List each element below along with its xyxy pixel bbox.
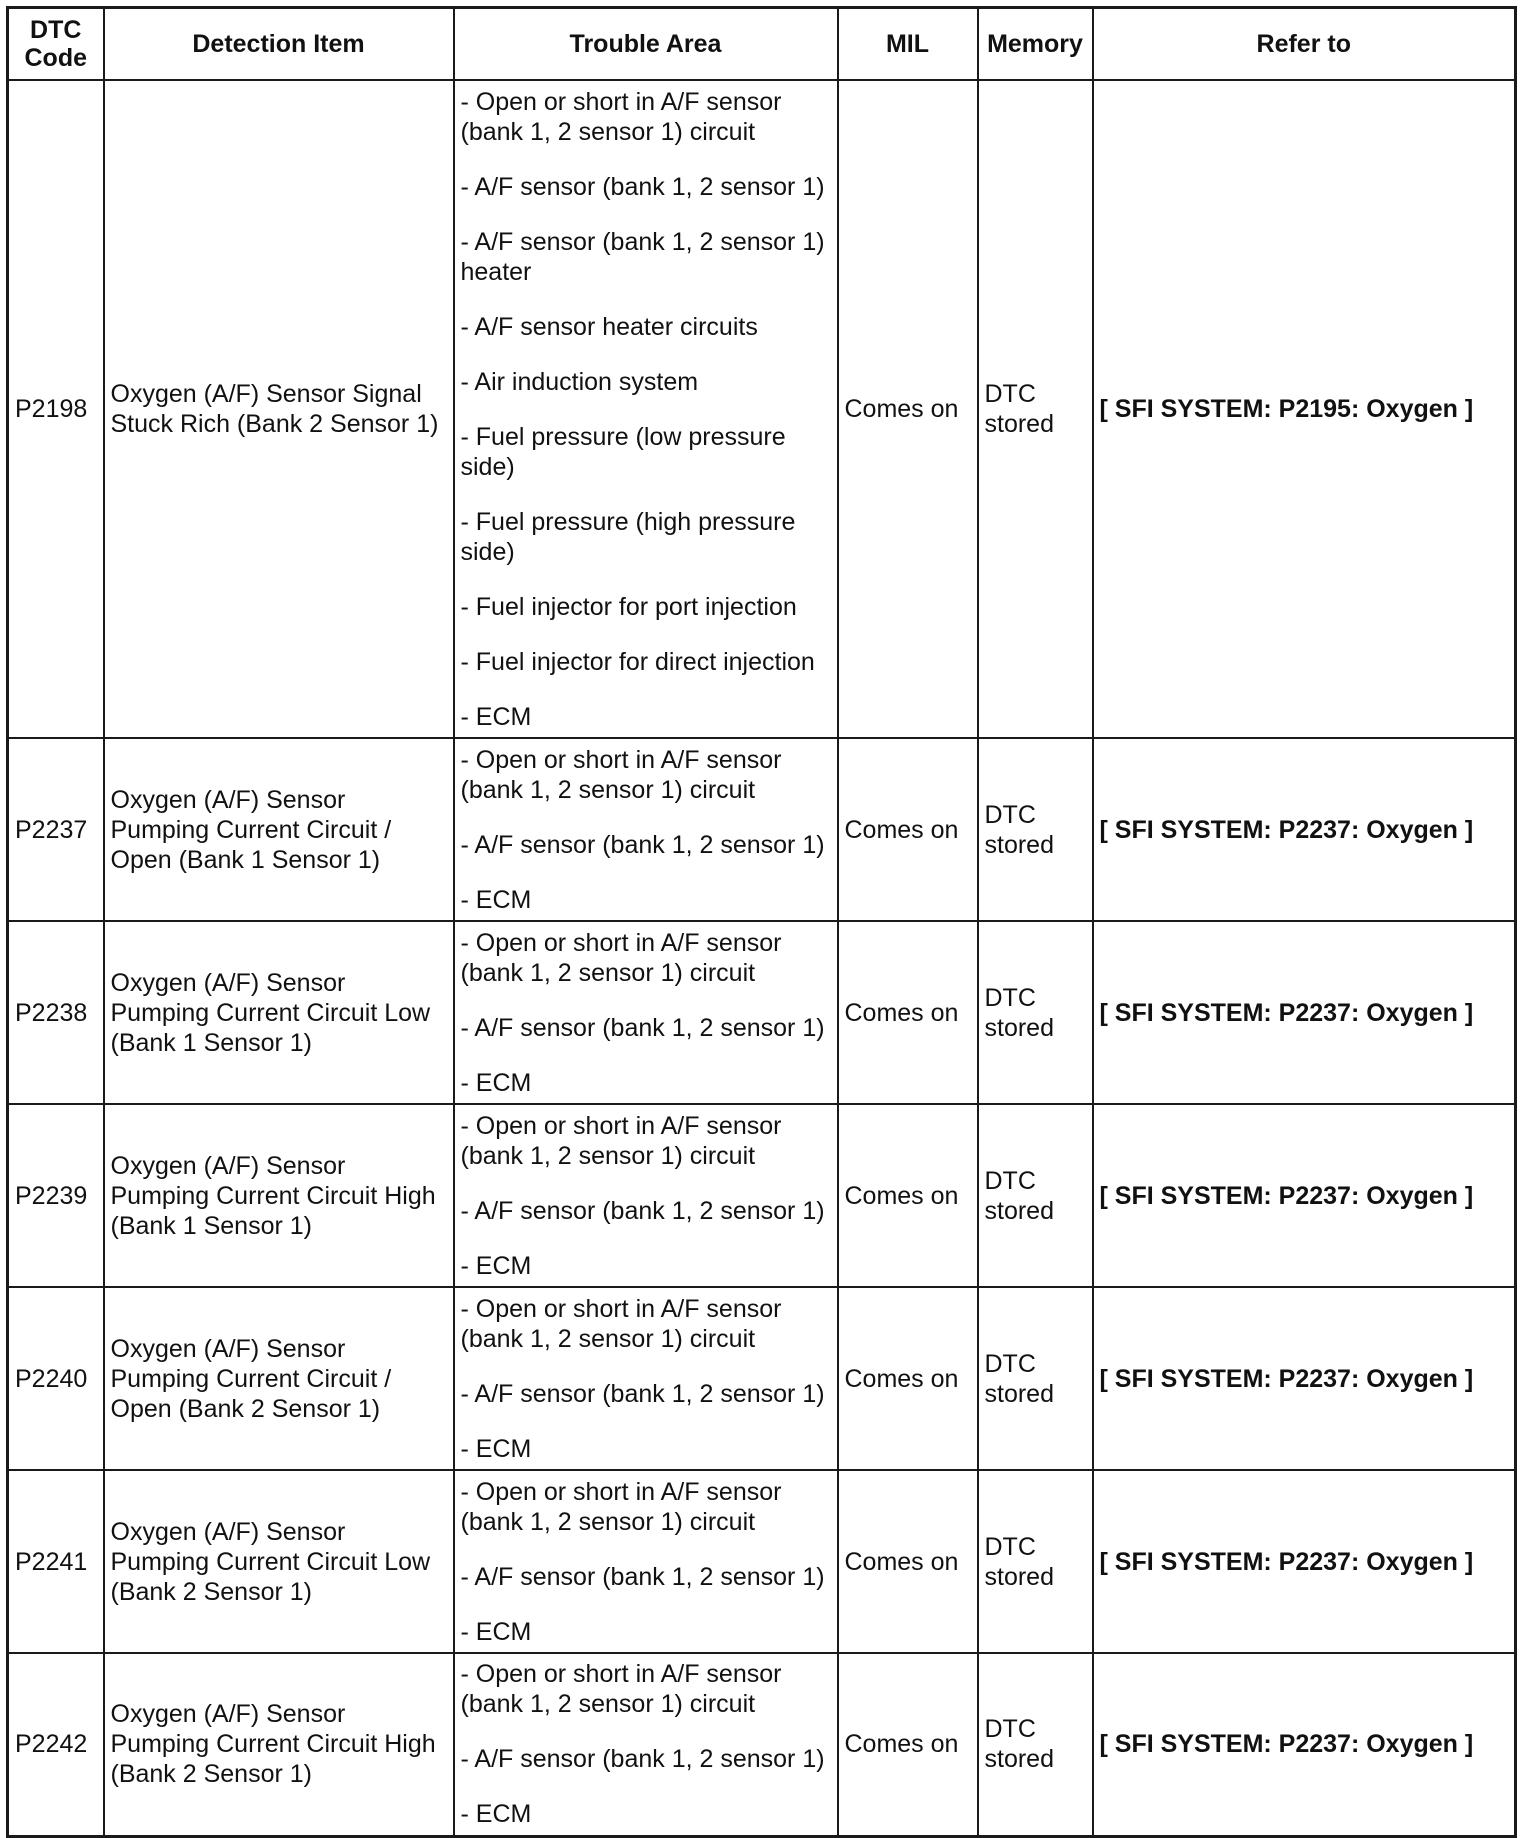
memory-line: stored: [984, 1379, 1054, 1408]
memory-line: DTC: [984, 1349, 1036, 1378]
detection-item-line: Pumping Current Circuit High: [110, 1181, 436, 1210]
trouble-area-item: [461, 172, 831, 202]
refer-to-cell: [1093, 738, 1516, 921]
memory-line: DTC: [984, 1715, 1036, 1744]
trouble-area-line: - ECM: [460, 1800, 532, 1829]
mil-cell: Comes on: [838, 1104, 978, 1287]
refer-to-cell: [1093, 1470, 1516, 1653]
detection-item-line: Open (Bank 1 Sensor 1): [110, 845, 381, 874]
trouble-area-item: [461, 1111, 831, 1171]
trouble-area-line: - A/F sensor (bank 1, 2 sensor 1): [460, 1196, 825, 1225]
memory-line: DTC: [984, 983, 1036, 1012]
detection-item-cell: [104, 1470, 454, 1653]
trouble-area-line: - A/F sensor (bank 1, 2 sensor 1): [460, 830, 825, 859]
refer-to-link[interactable]: [ SFI SYSTEM: P2237: Oxygen ]: [1099, 1364, 1474, 1393]
trouble-area-line: - A/F sensor (bank 1, 2 sensor 1): [460, 172, 825, 201]
trouble-area-line: - A/F sensor (bank 1, 2 sensor 1): [460, 1562, 825, 1591]
trouble-area-line: - A/F sensor (bank 1, 2 sensor 1): [460, 227, 825, 256]
trouble-area-item: [461, 227, 831, 287]
memory-cell: [978, 1104, 1093, 1287]
refer-to-cell: [1093, 80, 1516, 738]
memory-cell: [978, 1287, 1093, 1470]
table-row: [8, 1653, 1516, 1836]
detection-item-line: (Bank 1 Sensor 1): [110, 1211, 312, 1240]
detection-item-line: Oxygen (A/F) Sensor: [110, 785, 346, 814]
trouble-area-item: [461, 1196, 831, 1226]
trouble-area-line: - Open or short in A/F sensor: [460, 87, 782, 116]
trouble-area-line: side): [460, 537, 515, 566]
refer-to-link[interactable]: [ SFI SYSTEM: P2237: Oxygen ]: [1099, 1547, 1474, 1576]
detection-item-line: Oxygen (A/F) Sensor: [110, 1517, 346, 1546]
dtc-code-cell: P2237: [8, 738, 104, 921]
trouble-area-item: [461, 367, 831, 397]
detection-item-line: Oxygen (A/F) Sensor Signal: [110, 380, 422, 408]
trouble-area-item: [461, 507, 831, 567]
table-row: [8, 921, 1516, 1104]
memory-line: stored: [984, 1013, 1054, 1042]
trouble-area-line: - A/F sensor (bank 1, 2 sensor 1): [460, 1379, 825, 1408]
memory-line: stored: [984, 1196, 1054, 1225]
mil-cell: Comes on: [838, 921, 978, 1104]
trouble-area-line: - ECM: [460, 702, 532, 731]
trouble-area-line: - ECM: [460, 1434, 532, 1463]
trouble-area-item: [461, 87, 831, 147]
trouble-area-item: [461, 1379, 831, 1409]
detection-item-cell: [104, 1104, 454, 1287]
header-dtc-code: [8, 8, 104, 81]
detection-item-line: Oxygen (A/F) Sensor: [110, 1700, 346, 1729]
detection-item-line: Pumping Current Circuit Low: [110, 998, 431, 1027]
dtc-code-cell: P2238: [8, 921, 104, 1104]
trouble-area-item: [461, 647, 831, 677]
trouble-area-line: - ECM: [460, 885, 532, 914]
trouble-area-line: - A/F sensor heater circuits: [460, 312, 758, 341]
detection-item-line: Open (Bank 2 Sensor 1): [110, 1394, 381, 1423]
trouble-area-cell: [454, 921, 838, 1104]
detection-item-cell: [104, 921, 454, 1104]
trouble-area-line: heater: [460, 257, 532, 286]
table-row: [8, 1287, 1516, 1470]
detection-item-line: Oxygen (A/F) Sensor: [110, 1334, 346, 1363]
trouble-area-cell: [454, 80, 838, 738]
table-row: [8, 80, 1516, 738]
trouble-area-line: (bank 1, 2 sensor 1) circuit: [460, 775, 756, 804]
refer-to-link[interactable]: [ SFI SYSTEM: P2237: Oxygen ]: [1099, 998, 1474, 1027]
trouble-area-item: [461, 1562, 831, 1592]
detection-item-cell: [104, 738, 454, 921]
refer-to-cell: [1093, 921, 1516, 1104]
detection-item-cell: [104, 1287, 454, 1470]
trouble-area-line: (bank 1, 2 sensor 1) circuit: [460, 1324, 756, 1353]
table-row: [8, 738, 1516, 921]
trouble-area-line: - Open or short in A/F sensor: [460, 928, 782, 957]
detection-item-line: Stuck Rich (Bank 2 Sensor 1): [110, 410, 439, 438]
table-row: [8, 1470, 1516, 1653]
trouble-area-line: (bank 1, 2 sensor 1) circuit: [460, 1507, 756, 1536]
trouble-area-line: - Fuel injector for port injection: [460, 592, 797, 621]
detection-item-line: Oxygen (A/F) Sensor: [110, 968, 346, 997]
header-dtc-code-line2: Code: [24, 44, 87, 72]
memory-line: stored: [984, 410, 1054, 438]
trouble-area-item: [461, 1294, 831, 1354]
trouble-area-item: [461, 1477, 831, 1537]
header-memory: Memory: [978, 8, 1093, 81]
header-trouble-area: Trouble Area: [454, 8, 838, 81]
trouble-area-item: [461, 1744, 831, 1774]
detection-item-cell: [104, 80, 454, 738]
trouble-area-item: [461, 1799, 831, 1829]
trouble-area-line: - ECM: [460, 1068, 532, 1097]
trouble-area-line: - Open or short in A/F sensor: [460, 1294, 782, 1323]
trouble-area-line: (bank 1, 2 sensor 1) circuit: [460, 1690, 756, 1719]
detection-item-line: (Bank 1 Sensor 1): [110, 1028, 312, 1057]
trouble-area-cell: [454, 1470, 838, 1653]
detection-item-line: (Bank 2 Sensor 1): [110, 1760, 312, 1789]
dtc-code-cell: P2240: [8, 1287, 104, 1470]
table-body: [8, 80, 1516, 1836]
trouble-area-line: - Open or short in A/F sensor: [460, 1111, 782, 1140]
trouble-area-item: [461, 702, 831, 732]
dtc-code-cell: P2239: [8, 1104, 104, 1287]
mil-cell: Comes on: [838, 738, 978, 921]
trouble-area-line: side): [460, 452, 515, 481]
table-header-row: [8, 8, 1516, 81]
refer-to-cell: [1093, 1653, 1516, 1836]
detection-item-line: Pumping Current Circuit High: [110, 1730, 436, 1759]
dtc-table: [6, 6, 1517, 1838]
trouble-area-line: - Air induction system: [460, 367, 699, 396]
trouble-area-line: - A/F sensor (bank 1, 2 sensor 1): [460, 1013, 825, 1042]
header-refer-to: Refer to: [1093, 8, 1516, 81]
memory-line: DTC: [984, 800, 1036, 829]
detection-item-line: Pumping Current Circuit /: [110, 815, 392, 844]
header-detection-item: Detection Item: [104, 8, 454, 81]
detection-item-line: Pumping Current Circuit Low: [110, 1547, 431, 1576]
detection-item-line: Oxygen (A/F) Sensor: [110, 1151, 346, 1180]
trouble-area-line: - Fuel pressure (high pressure: [460, 507, 796, 536]
trouble-area-item: [461, 1434, 831, 1464]
header-mil: MIL: [838, 8, 978, 81]
trouble-area-item: [461, 422, 831, 482]
trouble-area-item: [461, 1068, 831, 1098]
trouble-area-item: [461, 1251, 831, 1281]
detection-item-line: (Bank 2 Sensor 1): [110, 1577, 312, 1606]
trouble-area-item: [461, 830, 831, 860]
mil-cell: Comes on: [838, 1287, 978, 1470]
trouble-area-item: [461, 1659, 831, 1719]
trouble-area-line: (bank 1, 2 sensor 1) circuit: [460, 117, 756, 146]
trouble-area-cell: [454, 1104, 838, 1287]
trouble-area-cell: [454, 1653, 838, 1836]
mil-cell: Comes on: [838, 1653, 978, 1836]
trouble-area-item: [461, 928, 831, 988]
refer-to-link[interactable]: [ SFI SYSTEM: P2237: Oxygen ]: [1099, 1730, 1474, 1759]
refer-to-link[interactable]: [ SFI SYSTEM: P2237: Oxygen ]: [1099, 1181, 1474, 1210]
trouble-area-line: - Open or short in A/F sensor: [460, 1477, 782, 1506]
table-row: [8, 1104, 1516, 1287]
refer-to-cell: [1093, 1104, 1516, 1287]
mil-cell: Comes on: [838, 80, 978, 738]
dtc-code-cell: P2198: [8, 80, 104, 738]
refer-to-cell: [1093, 1287, 1516, 1470]
memory-cell: [978, 80, 1093, 738]
detection-item-cell: [104, 1653, 454, 1836]
memory-line: DTC: [984, 1166, 1036, 1195]
trouble-area-line: - Fuel injector for direct injection: [460, 647, 815, 676]
trouble-area-line: - Open or short in A/F sensor: [460, 745, 782, 774]
memory-line: stored: [984, 1562, 1054, 1591]
trouble-area-line: (bank 1, 2 sensor 1) circuit: [460, 958, 756, 987]
trouble-area-line: - ECM: [460, 1251, 532, 1280]
trouble-area-item: [461, 1617, 831, 1647]
detection-item-line: Pumping Current Circuit /: [110, 1364, 392, 1393]
trouble-area-cell: [454, 738, 838, 921]
mil-cell: Comes on: [838, 1470, 978, 1653]
memory-line: DTC: [984, 380, 1036, 408]
memory-cell: [978, 921, 1093, 1104]
memory-cell: [978, 1470, 1093, 1653]
refer-to-link[interactable]: [ SFI SYSTEM: P2195: Oxygen ]: [1099, 395, 1474, 423]
dtc-code-cell: P2242: [8, 1653, 104, 1836]
trouble-area-line: - ECM: [460, 1617, 532, 1646]
trouble-area-item: [461, 745, 831, 805]
memory-cell: [978, 1653, 1093, 1836]
trouble-area-line: - A/F sensor (bank 1, 2 sensor 1): [460, 1745, 825, 1774]
trouble-area-item: [461, 592, 831, 622]
trouble-area-line: - Fuel pressure (low pressure: [460, 422, 786, 451]
dtc-code-cell: P2241: [8, 1470, 104, 1653]
trouble-area-cell: [454, 1287, 838, 1470]
trouble-area-item: [461, 1013, 831, 1043]
memory-line: stored: [984, 1745, 1054, 1774]
trouble-area-item: [461, 312, 831, 342]
refer-to-link[interactable]: [ SFI SYSTEM: P2237: Oxygen ]: [1099, 815, 1474, 844]
memory-line: DTC: [984, 1532, 1036, 1561]
trouble-area-line: - Open or short in A/F sensor: [460, 1660, 782, 1689]
header-dtc-code-line1: DTC: [30, 16, 82, 44]
trouble-area-item: [461, 885, 831, 915]
trouble-area-line: (bank 1, 2 sensor 1) circuit: [460, 1141, 756, 1170]
memory-line: stored: [984, 830, 1054, 859]
memory-cell: [978, 738, 1093, 921]
